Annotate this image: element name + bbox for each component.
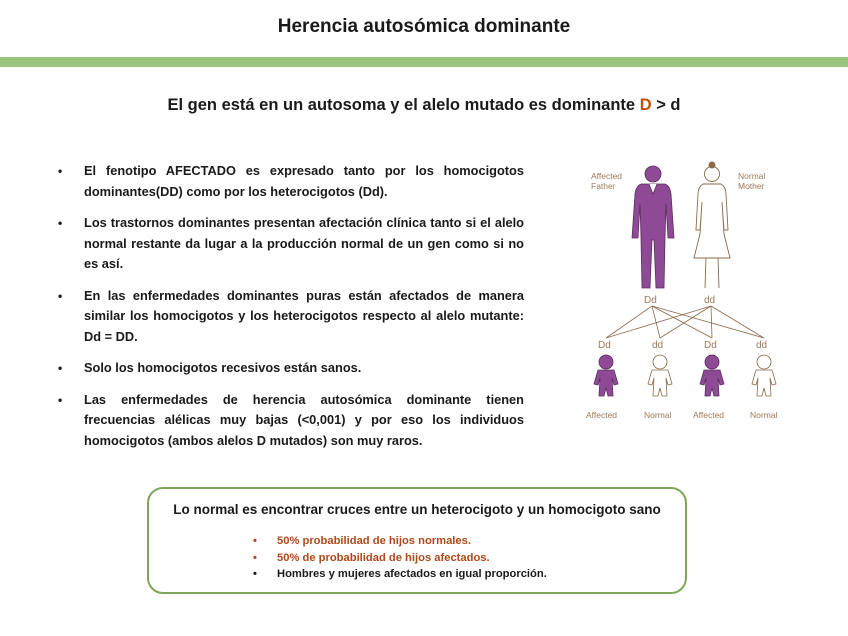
summary-list — [253, 533, 547, 583]
normal-mother-figure — [694, 162, 730, 288]
child-label-3: Affected — [693, 410, 725, 420]
bullet-item: • Los trastornos dominantes presentan afectación clínica tanto si el alelo normal restante da lugar a la producción normal de un gen como si no es así. — [58, 213, 524, 275]
bullet-item: • En las enfermedades dominantes puras están afectados de manera similar los homocigotos y los heterocigotos respecto al alelo mutante: Dd = DD. — [58, 286, 524, 348]
bullet-item: • El fenotipo AFECTADO es expresado tanto por los homocigotos dominantes(DD) como por los heterocigotos (Dd). — [58, 161, 524, 202]
mother-label-2: Mother — [738, 181, 765, 191]
affected-father-figure — [632, 166, 674, 288]
child-label-1: Affected — [586, 410, 618, 420]
subtitle-rest: > d — [651, 96, 681, 114]
child-genotype-4: dd — [756, 340, 768, 351]
summary-item: • 50% probabilidad de hijos normales. — [253, 533, 547, 550]
inheritance-illustration — [578, 160, 790, 430]
summary-item: • 50% de probabilidad de hijos afectados. — [253, 550, 547, 567]
child-label-4: Normal — [750, 410, 778, 420]
page-title: Herencia autosómica dominante — [277, 16, 571, 37]
child-label-2: Normal — [644, 410, 672, 420]
affected-child-icon — [700, 355, 724, 396]
father-genotype: Dd — [644, 295, 657, 306]
child-genotype-2: dd — [652, 340, 664, 351]
subtitle-text: El gen está en un autosoma y el alelo mutado es dominante — [167, 96, 640, 114]
father-label-2: Father — [591, 181, 616, 191]
child-genotype-1: Dd — [598, 340, 611, 351]
affected-child-icon — [594, 355, 618, 396]
summary-item: • Hombres y mujeres afectados en igual proporción. — [253, 566, 547, 583]
mother-genotype: dd — [704, 295, 716, 306]
summary-box — [147, 487, 687, 594]
father-label-1: Affected — [591, 171, 623, 181]
mother-label-1: Normal — [738, 171, 766, 181]
normal-child-icon — [648, 355, 672, 396]
dominant-allele: D — [639, 96, 652, 114]
cross-lines — [606, 306, 764, 338]
title-divider — [0, 57, 848, 67]
bullet-list — [58, 161, 524, 462]
subtitle — [0, 96, 848, 115]
child-genotype-3: Dd — [704, 340, 717, 351]
bullet-item: • Las enfermedades de herencia autosómica dominante tienen frecuencias alélicas muy bajas (<0,001) y por eso los individuos homocigotos (ambos alelos D mutados) son muy raros. — [58, 390, 524, 452]
normal-child-icon — [752, 355, 776, 396]
bullet-item: • Solo los homocigotos recesivos están sanos. — [58, 358, 524, 379]
inheritance-diagram — [578, 160, 790, 430]
summary-title: Lo normal es encontrar cruces entre un heterocigoto y un homocigoto sano — [173, 502, 661, 517]
